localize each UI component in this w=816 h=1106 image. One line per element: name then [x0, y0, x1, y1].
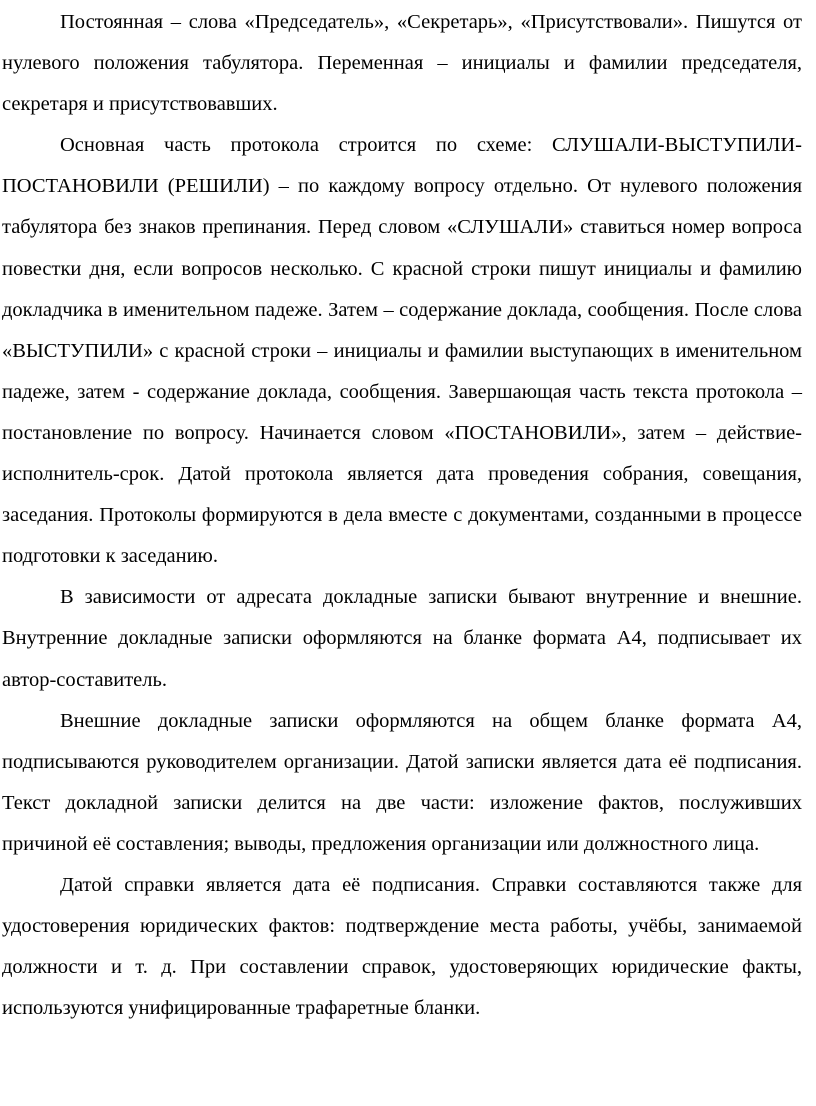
paragraph-protocol-main-part: Основная часть протокола строится по схеме: СЛУШАЛИ-ВЫСТУПИЛИ-ПОСТАНОВИЛИ (РЕШИЛИ) – по каждому вопросу отдельно. От нулевого положения табулятора без знаков препинания. Перед словом «СЛУШАЛИ» ставиться номер вопроса повестки дня, если вопросов несколько. С красной строки пишут инициалы и фамилию докладчика в именительном падеже. Затем – содержание доклада, сообщения. После слова «ВЫСТУПИЛИ» с красной строки – инициалы и фамилии выступающих в именительном падеже, затем - содержание доклада, сообщения. Завершающая часть текста протокола – постановление по вопросу. Начинается словом «ПОСТАНОВИЛИ», затем – действие-исполнитель-срок. Датой протокола является дата проведения собрания, совещания, заседания. Протоколы формируются в дела вместе с документами, созданными в процессе подготовки к заседанию. — [2, 134, 802, 568]
paragraph-external-report-notes: Внешние докладные записки оформляются на общем бланке формата А4, подписываются руководителем организации. Датой записки является дата её подписания. Текст докладной записки делится на две части: изложение фактов, послуживших причиной её составления; выводы, предложения организации или должностного лица. — [2, 709, 802, 855]
paragraph-certificates: Датой справки является дата её подписания. Справки составляются также для удостоверения юридических фактов: подтверждение места работы, учёбы, занимаемой должности и т. д. При составлении справок, удостоверяющих юридические факты, используются унифицированные трафаретные бланки. — [2, 873, 802, 1020]
paragraph-report-notes-types: В зависимости от адресата докладные записки бывают внутренние и внешние. Внутренние докладные записки оформляются на бланке формата А4, подписывает их автор-составитель. — [2, 586, 802, 691]
paragraph-constant-variable-parts: Постоянная – слова «Председатель», «Секретарь», «Присутствовали». Пишутся от нулевого положения табулятора. Переменная – инициалы и фамилии председателя, секретаря и присутствовавших. — [2, 11, 802, 116]
